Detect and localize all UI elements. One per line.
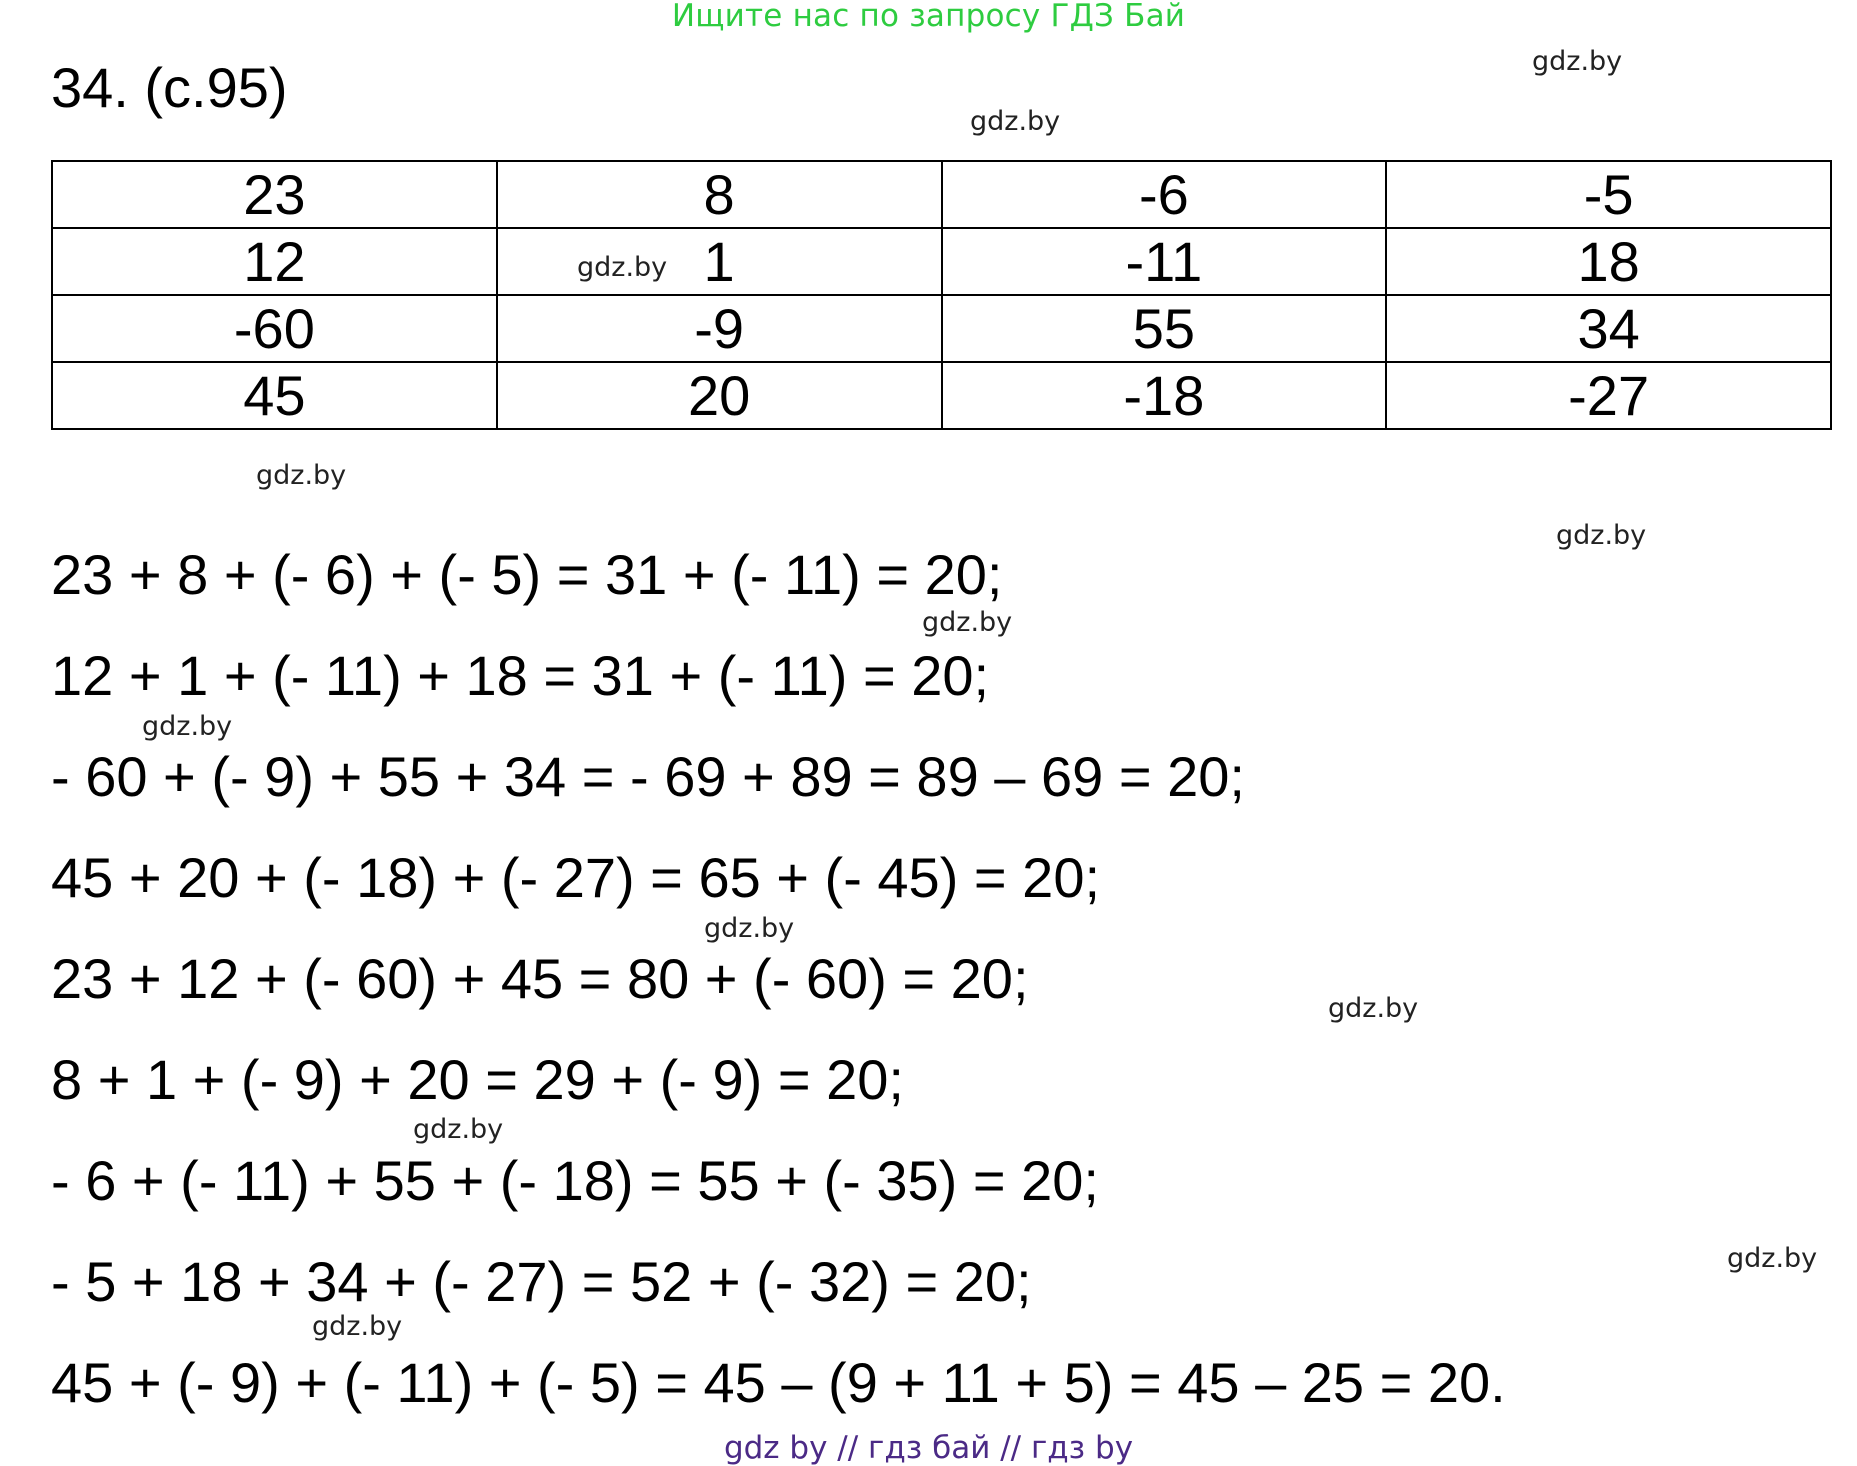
table-cell: 8	[497, 161, 942, 228]
table-cell: 34	[1386, 295, 1831, 362]
table-row	[52, 161, 1831, 228]
equation-line: - 5 + 18 + 34 + (- 27) = 52 + (- 32) = 20;	[51, 1250, 1032, 1313]
task-title: 34. (с.95)	[51, 56, 288, 119]
watermark: gdz.by	[312, 1311, 403, 1342]
table-cell: -5	[1386, 161, 1831, 228]
watermark: gdz.by	[577, 252, 668, 283]
equation-line: 23 + 8 + (- 6) + (- 5) = 31 + (- 11) = 20;	[51, 543, 1003, 606]
footer-links: gdz by // гдз бай // гдз by	[723, 1430, 1134, 1466]
equation-line: - 60 + (- 9) + 55 + 34 = - 69 + 89 = 89 – 69 = 20;	[51, 745, 1245, 808]
site-banner: Ищите нас по запросу ГДЗ Бай	[671, 0, 1186, 34]
watermark: gdz.by	[1727, 1243, 1818, 1274]
watermark: gdz.by	[256, 460, 347, 491]
watermark: gdz.by	[1328, 993, 1419, 1024]
table-cell: 23	[52, 161, 497, 228]
table-cell: 18	[1386, 228, 1831, 295]
watermark: gdz.by	[704, 913, 795, 944]
table-row	[52, 295, 1831, 362]
equation-line: 45 + 20 + (- 18) + (- 27) = 65 + (- 45) = 20;	[51, 846, 1101, 909]
table-cell: -60	[52, 295, 497, 362]
table-row	[52, 362, 1831, 429]
table-cell: -11	[942, 228, 1387, 295]
table-cell: 45	[52, 362, 497, 429]
equation-line: 12 + 1 + (- 11) + 18 = 31 + (- 11) = 20;	[51, 644, 990, 707]
watermark: gdz.by	[1556, 520, 1647, 551]
watermark: gdz.by	[970, 106, 1061, 137]
magic-square-table	[51, 160, 1832, 430]
table-cell: -6	[942, 161, 1387, 228]
table-row	[52, 228, 1831, 295]
equation-line: 45 + (- 9) + (- 11) + (- 5) = 45 – (9 + 11 + 5) = 45 – 25 = 20.	[51, 1351, 1506, 1414]
equation-list	[51, 545, 1506, 1454]
table-cell: 12	[52, 228, 497, 295]
table-cell: -9	[497, 295, 942, 362]
equation-line: 23 + 12 + (- 60) + 45 = 80 + (- 60) = 20;	[51, 947, 1029, 1010]
watermark: gdz.by	[922, 607, 1013, 638]
table-cell: 55	[942, 295, 1387, 362]
watermark: gdz.by	[1532, 46, 1623, 77]
equation-line: 8 + 1 + (- 9) + 20 = 29 + (- 9) = 20;	[51, 1048, 904, 1111]
table-cell: -27	[1386, 362, 1831, 429]
equation-line: - 6 + (- 11) + 55 + (- 18) = 55 + (- 35) = 20;	[51, 1149, 1099, 1212]
watermark: gdz.by	[142, 711, 233, 742]
table-cell: 20	[497, 362, 942, 429]
table-cell: 1	[497, 228, 942, 295]
watermark: gdz.by	[413, 1114, 504, 1145]
table-cell: -18	[942, 362, 1387, 429]
